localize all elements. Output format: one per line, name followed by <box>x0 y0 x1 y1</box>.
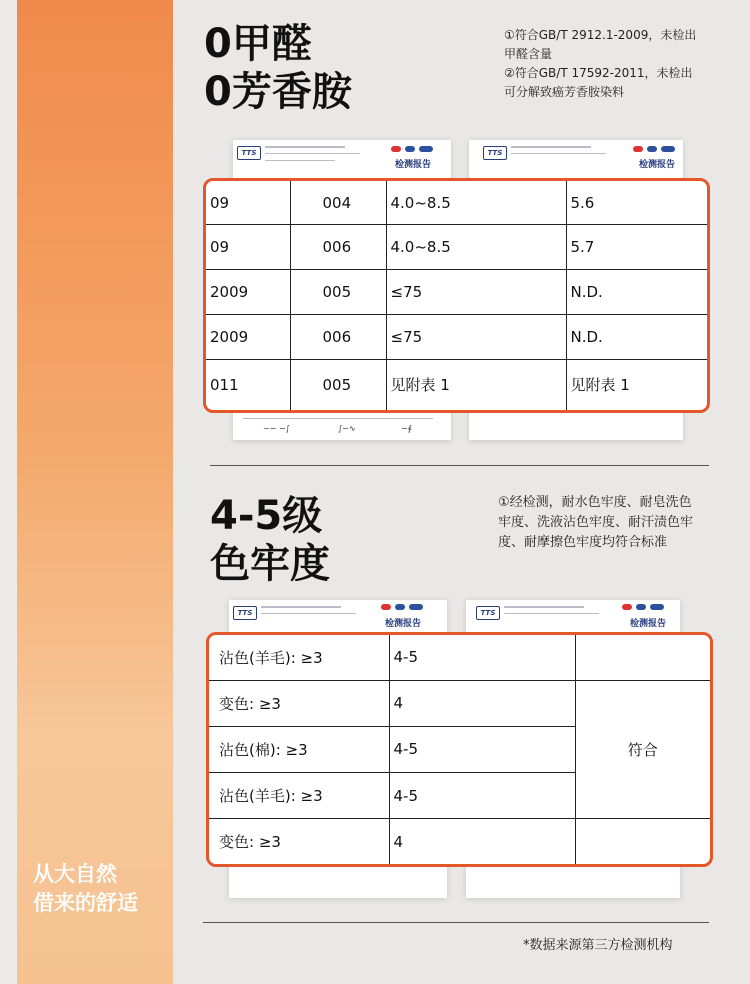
header-line <box>265 160 335 161</box>
table-cell: 4 <box>389 680 575 726</box>
tts-logo-icon: TTS <box>233 606 257 620</box>
table-cell: 4-5 <box>389 773 575 819</box>
table-row <box>206 181 707 225</box>
report-title: 检测报告 <box>639 160 676 170</box>
section1-note-1: ①符合GB/T 2912.1-2009，未检出 <box>504 28 697 42</box>
table-cell: 005 <box>290 359 386 410</box>
table-cell: 见附表 1 <box>566 359 707 410</box>
table-cell: 变色: ≥3 <box>209 680 389 726</box>
cma-badge-icon <box>633 146 643 152</box>
table-cell: 011 <box>206 359 290 410</box>
table-cell <box>575 635 710 680</box>
table-cell: N.D. <box>566 314 707 359</box>
tts-logo-icon: TTS <box>237 146 261 160</box>
table-row <box>206 270 707 315</box>
section1-table <box>206 181 707 410</box>
ilac-badge-icon <box>636 604 646 610</box>
table-cell: 004 <box>290 181 386 225</box>
table-cell: 005 <box>290 270 386 315</box>
table-cell: ≤75 <box>386 270 566 315</box>
orange-sidebar <box>17 0 173 984</box>
section2-note-2: 牢度、洗液沾色牢度、耐汗渍色牢 <box>498 515 694 530</box>
table-row <box>209 635 710 680</box>
source-note: *数据来源第三方检测机构 <box>523 938 673 953</box>
cnas-badge-icon <box>419 146 433 152</box>
table-cell: 4.0~8.5 <box>386 225 566 270</box>
report-title: 检测报告 <box>385 619 422 629</box>
header-line <box>504 606 584 608</box>
table-cell: 2009 <box>206 270 290 315</box>
cma-badge-icon <box>381 604 391 610</box>
section-divider <box>210 465 709 466</box>
tts-logo-icon: TTS <box>483 146 507 160</box>
section2-table <box>209 635 710 864</box>
table-cell: 沾色(羊毛): ≥3 <box>209 635 389 680</box>
sidebar-tagline <box>33 860 138 918</box>
table-cell: 沾色(羊毛): ≥3 <box>209 773 389 819</box>
section1-notes <box>504 26 696 102</box>
section1-table-frame <box>203 178 710 413</box>
table-cell: N.D. <box>566 270 707 315</box>
table-cell: 5.6 <box>566 181 707 225</box>
table-row <box>206 314 707 359</box>
table-cell: 见附表 1 <box>386 359 566 410</box>
table-cell: ≤75 <box>386 314 566 359</box>
section1-title-line2: 0芳香胺 <box>204 69 352 115</box>
signature-icon: ~∽ ∽∫ <box>263 424 290 433</box>
footer-line <box>243 418 433 419</box>
table-cell: 4-5 <box>389 635 575 680</box>
header-line <box>511 146 591 148</box>
ilac-badge-icon <box>405 146 415 152</box>
table-row <box>206 225 707 270</box>
table-cell: 09 <box>206 181 290 225</box>
cma-badge-icon <box>622 604 632 610</box>
table-cell: 变色: ≥3 <box>209 819 389 864</box>
table-cell: 4 <box>389 819 575 864</box>
section1-note-2: 甲醛含量 <box>504 47 553 61</box>
header-line <box>261 606 341 608</box>
cnas-badge-icon <box>409 604 423 610</box>
section1-note-4: 可分解致癌芳香胺染料 <box>504 85 625 99</box>
signature-icon: ∫∽∿ <box>338 424 356 433</box>
header-line <box>265 153 360 154</box>
cnas-badge-icon <box>650 604 664 610</box>
report-title: 检测报告 <box>630 619 667 629</box>
tagline-line1: 从大自然 <box>33 862 117 886</box>
header-line <box>504 613 599 614</box>
section2-title-line1: 4-5级 <box>210 493 323 539</box>
section2-table-frame <box>206 632 713 867</box>
footer-divider <box>203 922 709 923</box>
cnas-badge-icon <box>661 146 675 152</box>
section2-note-3: 度、耐摩擦色牢度均符合标准 <box>498 535 668 550</box>
table-cell: 4-5 <box>389 726 575 772</box>
result-cell: 符合 <box>575 680 710 819</box>
table-cell <box>575 819 710 864</box>
table-row <box>209 680 710 726</box>
table-row <box>206 359 707 410</box>
tagline-line2: 借来的舒适 <box>33 891 138 915</box>
tts-logo-icon: TTS <box>476 606 500 620</box>
table-cell: 5.7 <box>566 225 707 270</box>
table-cell: 006 <box>290 314 386 359</box>
table-cell: 4.0~8.5 <box>386 181 566 225</box>
header-line <box>511 153 606 154</box>
header-line <box>265 146 345 148</box>
header-line <box>261 613 356 614</box>
ilac-badge-icon <box>395 604 405 610</box>
table-cell: 沾色(棉): ≥3 <box>209 726 389 772</box>
table-cell: 006 <box>290 225 386 270</box>
section1-title-line1: 0甲醛 <box>204 21 312 67</box>
section2-title-line2: 色牢度 <box>210 541 330 587</box>
section2-title <box>210 492 330 588</box>
section1-title <box>204 20 352 116</box>
section1-note-3: ②符合GB/T 17592-2011，未检出 <box>504 66 693 80</box>
section2-notes <box>498 493 693 553</box>
ilac-badge-icon <box>647 146 657 152</box>
cma-badge-icon <box>391 146 401 152</box>
left-margin <box>0 0 17 984</box>
signature-icon: ∽∮ <box>401 424 412 433</box>
table-cell: 2009 <box>206 314 290 359</box>
table-cell: 09 <box>206 225 290 270</box>
report-title: 检测报告 <box>395 160 432 170</box>
section2-note-1: ①经检测，耐水色牢度、耐皂洗色 <box>498 495 692 510</box>
table-row <box>209 819 710 864</box>
